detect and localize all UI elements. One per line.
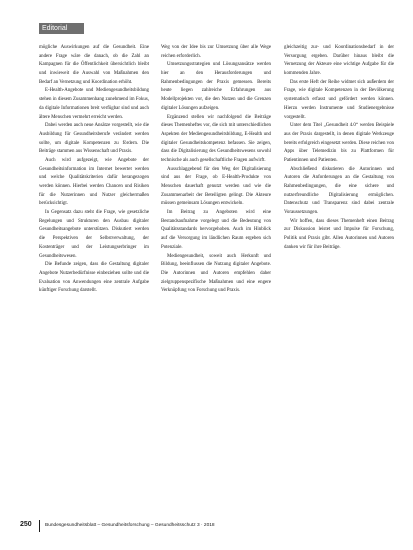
text-column-3 [284, 44, 394, 506]
body-paragraph: Wir hoffen, dass dieses Themenheft einen Beitrag zur Diskussion leistet und Impulse für Forschung, Politik und Praxis gibt. Allen Autorinnen und Autoren danken wir für ihre Beiträge. [284, 218, 394, 250]
body-paragraph: Unter dem Titel „Gesundheit 4.0“ werden Beispiele aus der Praxis dargestellt, in denen digitale Werkzeuge bereits erfolgreich eingesetzt werden. Diese reichen von Apps über Telemedizin bis zu Plattformen für Patientinnen und Patienten. [284, 123, 394, 163]
body-paragraph: Dabei werden auch neue Ansätze vorgestellt, wie die Ausbildung für Gesundheitsberufe verändert werden sollte, um digitale Kompetenzen zu fördern. Die Beiträge stammen aus Wissenschaft und Praxis. [39, 123, 149, 155]
body-paragraph: Ergänzend stellen wir nachfolgend die Beiträge dieses Themenheftes vor, die sich mit unterschiedlichen Aspekten der Mediengesundheitsbildung, E-Health und digitaler Gesundheitskompetenz befassen. Sie zeigen, dass die Digitalisierung des Gesundheitswesens sowohl technische als auch gesellschaftliche Fragen aufwirft. [161, 114, 271, 163]
text-column-1 [39, 44, 149, 506]
body-paragraph: In Gegensatz dazu steht die Frage, wie gesetzliche Regelungen und Strukturen den Ausbau digitaler Gesundheitsangebote unterstützen. Diskutiert werden die Perspektiven der Selbstverwaltung, der Kostenträger und der Leistungserbringer im Gesundheitswesen. [39, 210, 149, 259]
body-paragraph: Im Beitrag zu Angeboten wird eine Bestandsaufnahme vorgelegt und die Bedeutung von Qualitätsstandards hervorgehoben. Auch im Hinblick auf die Versorgung im ländlichen Raum ergeben sich Potenziale. [161, 210, 271, 250]
journal-footer: Bundesgesundheitsblatt – Gesundheitsforschung – Gesundheitsschutz 3 · 2018 [45, 523, 215, 528]
text-column-2 [161, 44, 271, 506]
body-paragraph: Auch wird aufgezeigt, wie Angebote der Gesundheitsinformation im Internet bewertet werden und welche Qualitätskriterien dafür herangezogen werden können. Hierbei werden Chancen und Risiken für die Nutzerinnen und Nutzer gleichermaßen berücksichtigt. [39, 157, 149, 207]
body-paragraph: Ausschlaggebend für den Weg der Digitalisierung sind aus der Frage, ob E-Health-Produkte von Menschen dauerhaft genutzt werden und wie die Zusammenarbeit der Beteiligten gelingt. Die Akteure müssen gemeinsam Lösungen entwickeln. [161, 166, 271, 207]
body-paragraph: Das erste Heft der Reihe widmet sich außerdem der Frage, wie digitale Kompetenzen in der Bevölkerung systematisch erfasst und gefördert werden können. Hierzu werden Instrumente und Studienergebnisse vorgestellt. [284, 79, 394, 120]
body-paragraph: Mediengesundheit, soweit auch Herkunft und Bildung, beeinflussen die Nutzung digitaler Angebote. Die Autorinnen und Autoren empfehlen daher zielgruppenspezifische Maßnahmen und eine engere Verknüpfung von Forschung und Praxis. [161, 253, 271, 294]
page-number: 250 [20, 521, 32, 528]
body-paragraph: Abschließend diskutieren die Autorinnen und Autoren die Anforderungen an die Gestaltung von Rahmenbedingungen, die eine sichere und nutzerfreundliche Digitalisierung ermöglichen. Datenschutz und Transparenz sind dabei zentrale Voraussetzungen. [284, 166, 394, 216]
body-paragraph: gleichzeitig zur- und Koordinationsbedarf in der Versorgung ergeben. Darüber hinaus bleibt die Vernetzung der Akteure eine wichtige Aufgabe für die kommenden Jahre. [284, 45, 394, 77]
section-tab-editorial: Editorial [39, 23, 84, 34]
body-paragraph: E-Health-Angebote und Mediengesundheitsbildung stehen in diesem Zusammenhang zunehmend im Fokus, da digitale Informationen breit verfügbar sind und auch ältere Menschen vermehrt erreicht werden. [39, 88, 149, 120]
body-paragraph: mögliche Auswirkungen auf die Gesundheit. Eine andere Frage wäre die danach, ob die Zahl an Kampagnen für die Öffentlichkeit übersichtlich bleibt und inwieweit die Auswahl von Maßnahmen den Bedarf an Vernetzung und Koordination erhöht. [39, 45, 149, 85]
body-paragraph: Die Befunde zeigen, dass die Gestaltung digitaler Angebote Nutzerbedürfnisse einbeziehen sollte und die Evaluation von Anwendungen eine zentrale Aufgabe künftiger Forschung darstellt. [39, 262, 149, 294]
footer-divider [39, 520, 40, 532]
body-paragraph: Umsetzungsstrategien und Lösungsansätze werden hier an den Herausforderungen und Rahmenbedingungen der Praxis gemessen. Bereits heute liegen zahlreiche Erfahrungen aus Modellprojekten vor, die den Nutzen und die Grenzen digitaler Lösungen aufzeigen. [161, 62, 271, 111]
body-paragraph: Weg von der Idee bis zur Umsetzung über alle Wege reichen erforderlich. [161, 45, 271, 59]
